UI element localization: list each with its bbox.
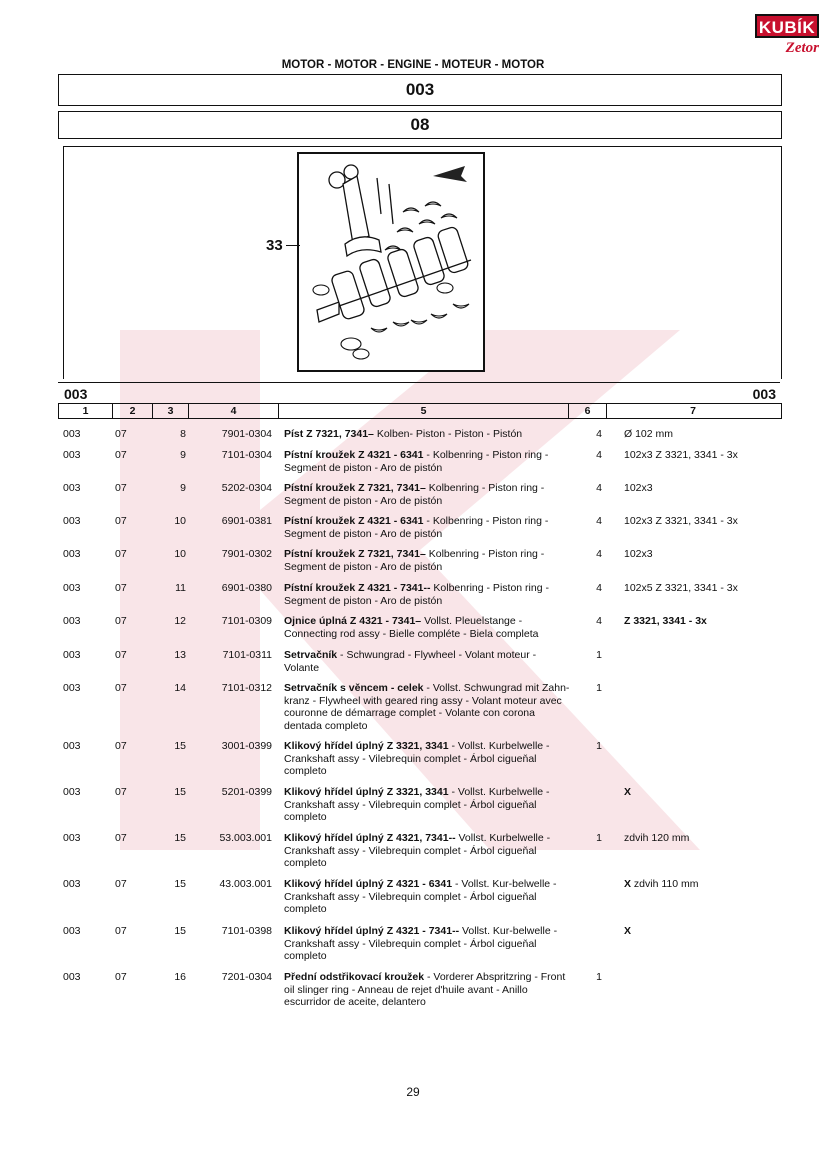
- cell-position: 9: [180, 449, 186, 461]
- cell-subgroup: 07: [115, 878, 127, 890]
- note-text: 102x3: [624, 548, 653, 560]
- cell-note: [624, 832, 784, 845]
- cell-group: 003: [63, 740, 81, 752]
- cell-position: 10: [174, 548, 186, 560]
- cell-subgroup: 07: [115, 515, 127, 527]
- cell-position: 15: [174, 878, 186, 890]
- desc-bold: Píst Z 7321, 7341–: [284, 428, 374, 440]
- cell-group: 003: [63, 582, 81, 594]
- desc-rest: - Kolbenring - Piston ring - Segment de piston - Aro de pistón: [284, 515, 549, 540]
- note-text: 102x3: [624, 482, 653, 494]
- section-title: MOTOR - MOTOR - ENGINE - MOTEUR - MOTOR: [281, 59, 545, 71]
- desc-rest: - Kolbenring - Piston ring - Segment de piston - Aro de pistón: [284, 449, 549, 474]
- cell-part-number: 3001-0399: [221, 740, 272, 752]
- column-header: 2: [113, 404, 153, 418]
- cell-position: 14: [174, 682, 186, 694]
- cell-description: [284, 878, 574, 916]
- desc-rest: Vollst. Kurbelwelle - Crankshaft assy - Vilebrequin complet - Árbol cigueňal completo: [284, 832, 551, 869]
- desc-bold: Pístní kroužek Z 4321 - 6341: [284, 449, 424, 461]
- desc-bold: Přední odstřikovací kroužek: [284, 971, 425, 983]
- cell-part-number: 7201-0304: [221, 971, 272, 983]
- cell-position: 12: [174, 615, 186, 627]
- cell-description: [284, 682, 574, 732]
- cell-group: 003: [63, 515, 81, 527]
- cell-group: 003: [63, 832, 81, 844]
- cell-qty: 4: [596, 449, 602, 461]
- desc-bold: Ojnice úplná Z 4321 - 7341–: [284, 615, 422, 627]
- cell-part-number: 7101-0398: [221, 925, 272, 937]
- cell-position: 15: [174, 925, 186, 937]
- cell-position: 16: [174, 971, 186, 983]
- cell-description: [284, 925, 574, 963]
- cell-qty: 1: [596, 971, 602, 983]
- note-bold: X: [624, 878, 632, 890]
- figure-callout: 33: [266, 237, 283, 254]
- desc-rest: - Schwungrad - Flywheel - Volant moteur - Volante: [284, 649, 537, 674]
- subgroup-code-box: 08: [58, 111, 782, 139]
- cell-qty: 1: [596, 740, 602, 752]
- cell-qty: 4: [596, 428, 602, 440]
- cell-note: [624, 449, 784, 462]
- note-bold: X: [624, 786, 632, 798]
- cell-subgroup: 07: [115, 925, 127, 937]
- desc-rest: - Vollst. Kurbelwelle - Crankshaft assy - Vilebrequin complet - Árbol cigueňal completo: [284, 786, 550, 823]
- cell-group: 003: [63, 428, 81, 440]
- column-header: 4: [189, 404, 279, 418]
- cell-subgroup: 07: [115, 649, 127, 661]
- cell-description: [284, 548, 574, 573]
- cell-qty: 1: [596, 649, 602, 661]
- cell-part-number: 7101-0304: [221, 449, 272, 461]
- desc-rest: - Vollst. Kurbelwelle - Crankshaft assy - Vilebrequin complet - Árbol cigueňal completo: [284, 740, 550, 777]
- cell-subgroup: 07: [115, 740, 127, 752]
- cell-part-number: 7101-0312: [221, 682, 272, 694]
- desc-bold: Pístní kroužek Z 4321 - 7341--: [284, 582, 431, 594]
- column-header: 6: [569, 404, 607, 418]
- desc-bold: Klikový hřídel úplný Z 4321 - 7341--: [284, 925, 460, 937]
- cell-qty: 4: [596, 515, 602, 527]
- cell-description: [284, 482, 574, 507]
- logo-sub: Zetor: [785, 40, 819, 56]
- cell-description: [284, 832, 574, 870]
- cell-subgroup: 07: [115, 971, 127, 983]
- cell-description: [284, 428, 574, 441]
- cell-qty: 1: [596, 682, 602, 694]
- cell-note: [624, 878, 784, 891]
- desc-bold: Setrvačník s věncem - celek: [284, 682, 424, 694]
- cell-qty: 4: [596, 548, 602, 560]
- note-text: 102x3 Z 3321, 3341 - 3x: [624, 515, 738, 527]
- cell-subgroup: 07: [115, 428, 127, 440]
- cell-group: 003: [63, 682, 81, 694]
- cell-description: [284, 971, 574, 1009]
- cell-part-number: 7901-0304: [221, 428, 272, 440]
- desc-bold: Setrvačník: [284, 649, 338, 661]
- desc-rest: Kolbenring - Piston ring - Segment de piston - Aro de pistón: [284, 548, 545, 573]
- cell-subgroup: 07: [115, 832, 127, 844]
- group-code-right: 003: [752, 386, 776, 402]
- note-bold: Z 3321, 3341 - 3x: [624, 615, 707, 627]
- cell-group: 003: [63, 971, 81, 983]
- note-bold: X: [624, 925, 632, 937]
- cell-subgroup: 07: [115, 582, 127, 594]
- desc-rest: Kolbenring - Piston ring - Segment de piston - Aro de pistón: [284, 482, 545, 507]
- group-code-box: 003: [58, 74, 782, 106]
- desc-rest: Vollst. Kur-belwelle - Crankshaft assy - Vilebrequin complet - Árbol cigueňal completo: [284, 925, 558, 962]
- cell-group: 003: [63, 649, 81, 661]
- column-header: 5: [279, 404, 569, 418]
- cell-subgroup: 07: [115, 682, 127, 694]
- desc-bold: Klikový hřídel úplný Z 3321, 3341: [284, 786, 449, 798]
- cell-subgroup: 07: [115, 548, 127, 560]
- cell-position: 10: [174, 515, 186, 527]
- cell-note: [624, 786, 784, 799]
- cell-part-number: 7901-0302: [221, 548, 272, 560]
- cell-part-number: 5201-0399: [221, 786, 272, 798]
- cell-position: 15: [174, 832, 186, 844]
- cell-part-number: 5202-0304: [221, 482, 272, 494]
- desc-rest: Kolbenring - Piston ring - Segment de piston - Aro de pistón: [284, 582, 549, 607]
- cell-part-number: 53.003.001: [219, 832, 272, 844]
- desc-bold: Pístní kroužek Z 7321, 7341–: [284, 482, 426, 494]
- cell-note: [624, 515, 784, 528]
- desc-rest: - Vorderer Abspritzring - Front oil slinger ring - Anneau de rejet d'huile avant - Anillo escurridor de aceite, delantero: [284, 971, 566, 1008]
- cell-group: 003: [63, 878, 81, 890]
- cell-part-number: 6901-0381: [221, 515, 272, 527]
- cell-subgroup: 07: [115, 482, 127, 494]
- cell-part-number: 6901-0380: [221, 582, 272, 594]
- cell-description: [284, 649, 574, 674]
- cell-group: 003: [63, 615, 81, 627]
- desc-bold: Klikový hřídel úplný Z 4321 - 6341: [284, 878, 453, 890]
- cell-subgroup: 07: [115, 786, 127, 798]
- cell-qty: 1: [596, 832, 602, 844]
- cell-position: 13: [174, 649, 186, 661]
- cell-position: 15: [174, 740, 186, 752]
- cell-subgroup: 07: [115, 615, 127, 627]
- desc-bold: Pístní kroužek Z 4321 - 6341: [284, 515, 424, 527]
- desc-rest: Kolben- Piston - Piston - Pistón: [373, 428, 523, 440]
- logo-brand: KUBÍK: [755, 14, 819, 38]
- desc-bold: Klikový hřídel úplný Z 4321, 7341--: [284, 832, 456, 844]
- cell-note: [624, 615, 784, 628]
- cell-note: [624, 582, 784, 595]
- cell-position: 15: [174, 786, 186, 798]
- column-header: 7: [690, 405, 696, 417]
- cell-position: 8: [180, 428, 186, 440]
- cell-description: [284, 740, 574, 778]
- cell-group: 003: [63, 449, 81, 461]
- cell-position: 9: [180, 482, 186, 494]
- column-header: 1: [59, 404, 113, 418]
- cell-note: [624, 925, 784, 938]
- note-text: zdvih 110 mm: [631, 878, 699, 890]
- note-text: 102x5 Z 3321, 3341 - 3x: [624, 582, 738, 594]
- desc-rest: - Vollst. Kur-belwelle - Crankshaft assy - Vilebrequin complet - Árbol cigueňal completo: [284, 878, 557, 915]
- cell-note: [624, 428, 784, 441]
- column-header: 3: [153, 404, 189, 418]
- cell-description: [284, 582, 574, 607]
- cell-subgroup: 07: [115, 449, 127, 461]
- note-text: zdvih 120 mm: [624, 832, 690, 844]
- cell-qty: 4: [596, 582, 602, 594]
- cell-qty: 4: [596, 482, 602, 494]
- cell-note: [624, 548, 784, 561]
- cell-group: 003: [63, 786, 81, 798]
- cell-group: 003: [63, 482, 81, 494]
- cell-note: [624, 482, 784, 495]
- desc-rest: - Vollst. Schwungrad mit Zahn-kranz - Flywheel with geared ring assy - Volant moteur avec couronne de démarrage complet - Volante con corona dentada completo: [284, 682, 570, 732]
- cell-description: [284, 515, 574, 540]
- cell-description: [284, 786, 574, 824]
- desc-rest: Vollst. Pleuelstange - Connecting rod assy - Bielle compléte - Biela completa: [284, 615, 539, 640]
- cell-description: [284, 449, 574, 474]
- page-number: 29: [406, 1085, 420, 1099]
- cell-group: 003: [63, 925, 81, 937]
- cell-qty: 4: [596, 615, 602, 627]
- note-text: Ø 102 mm: [624, 428, 674, 440]
- cell-part-number: 43.003.001: [219, 878, 272, 890]
- cell-description: [284, 615, 574, 640]
- group-code-left: 003: [64, 386, 88, 402]
- cell-group: 003: [63, 548, 81, 560]
- desc-bold: Pístní kroužek Z 7321, 7341–: [284, 548, 426, 560]
- cell-part-number: 7101-0311: [222, 649, 272, 661]
- cell-position: 11: [175, 582, 186, 594]
- note-text: 102x3 Z 3321, 3341 - 3x: [624, 449, 738, 461]
- desc-bold: Klikový hřídel úplný Z 3321, 3341: [284, 740, 449, 752]
- cell-part-number: 7101-0309: [221, 615, 272, 627]
